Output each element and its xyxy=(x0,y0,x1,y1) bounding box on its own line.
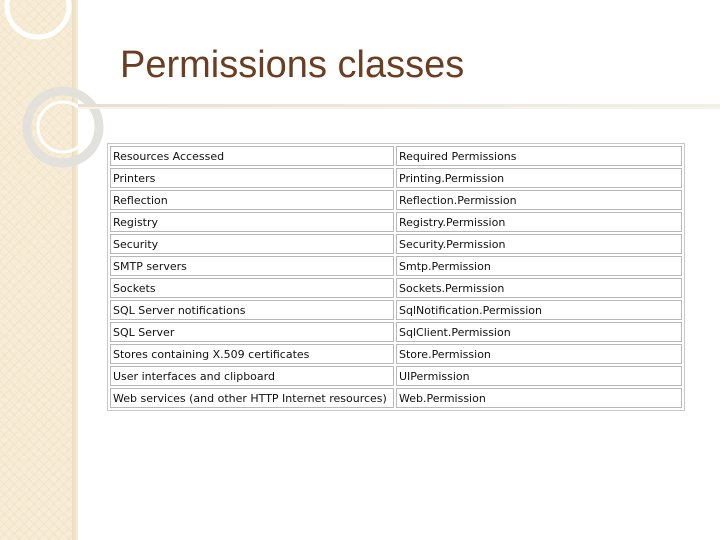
header-permissions: Required Permissions xyxy=(396,146,682,166)
table-row xyxy=(110,256,682,276)
table-row xyxy=(110,300,682,320)
permission-cell: SqlNotification.Permission xyxy=(396,300,682,320)
title-divider-shadow xyxy=(78,107,720,109)
permission-cell: Smtp.Permission xyxy=(396,256,682,276)
decorative-circle-inner xyxy=(38,102,88,152)
permission-cell: SqlClient.Permission xyxy=(396,322,682,342)
table-header-row xyxy=(110,146,682,166)
table-row xyxy=(110,366,682,386)
permission-cell: UIPermission xyxy=(396,366,682,386)
resource-cell: Security xyxy=(110,234,394,254)
resource-cell: SMTP servers xyxy=(110,256,394,276)
table-row xyxy=(110,234,682,254)
table-row xyxy=(110,388,682,408)
permission-cell: Printing.Permission xyxy=(396,168,682,188)
permission-cell: Registry.Permission xyxy=(396,212,682,232)
permissions-table xyxy=(107,143,685,411)
resource-cell: SQL Server notifications xyxy=(110,300,394,320)
header-resources: Resources Accessed xyxy=(110,146,394,166)
table-row xyxy=(110,190,682,210)
table-row xyxy=(110,212,682,232)
permission-cell: Sockets.Permission xyxy=(396,278,682,298)
resource-cell: Reflection xyxy=(110,190,394,210)
resource-cell: Sockets xyxy=(110,278,394,298)
permission-cell: Security.Permission xyxy=(396,234,682,254)
table-row xyxy=(110,344,682,364)
page-title: Permissions classes xyxy=(120,44,465,86)
resource-cell: Web services (and other HTTP Internet resources) xyxy=(110,388,394,408)
resource-cell: User interfaces and clipboard xyxy=(110,366,394,386)
resource-cell: Stores containing X.509 certificates xyxy=(110,344,394,364)
resource-cell: Registry xyxy=(110,212,394,232)
permission-cell: Web.Permission xyxy=(396,388,682,408)
resource-cell: Printers xyxy=(110,168,394,188)
decorative-circle-top xyxy=(7,0,69,37)
table-row xyxy=(110,322,682,342)
permission-cell: Reflection.Permission xyxy=(396,190,682,210)
table-row xyxy=(110,168,682,188)
permission-cell: Store.Permission xyxy=(396,344,682,364)
table-row xyxy=(110,278,682,298)
resource-cell: SQL Server xyxy=(110,322,394,342)
